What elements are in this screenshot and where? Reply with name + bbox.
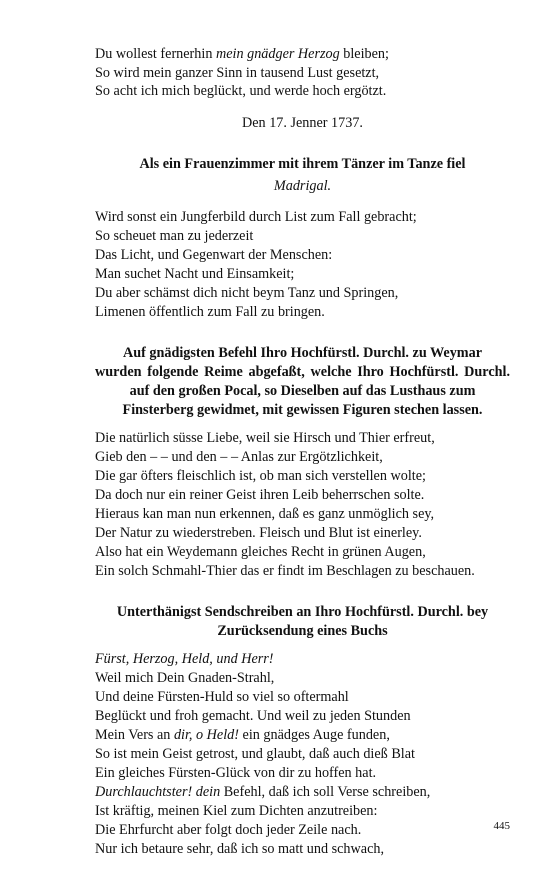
verse-text: Gieb den – – und den – – Anlas zur Ergötzlichkeit,	[95, 448, 383, 465]
verse-line	[95, 562, 510, 581]
verse-text: Wird sonst ein Jungferbild durch List zum Fall gebracht;	[95, 208, 417, 225]
italic-text: Durchlauchtster! dein	[95, 783, 221, 800]
section3-heading-line: Zurücksendung eines Buchs	[217, 622, 388, 639]
italic-text: Fürst, Herzog, Held, und Herr!	[95, 650, 274, 667]
section2-heading-line: Auf gnädigsten Befehl Ihro Hochfürstl. Durchl. zu Weymar	[122, 344, 483, 361]
section3-poem	[95, 650, 510, 859]
section2-poem	[95, 429, 510, 581]
verse-text: bleiben;	[339, 46, 389, 62]
verse-text: Beglückt und froh gemacht. Und weil zu jeden Stunden	[95, 707, 411, 724]
section1-subtitle: Madrigal.	[273, 177, 332, 194]
verse-text: Der Natur zu wiederstreben. Fleisch und Blut ist einerley.	[95, 524, 422, 541]
verse-line	[95, 448, 510, 467]
section2-heading-line: wurden folgende Reime abgefaßt, welche Ihro Hochfürstl. Durchl.	[95, 363, 510, 380]
verse-text: Du aber schämst dich nicht beym Tanz und Springen,	[95, 284, 399, 301]
stanza-top	[95, 45, 510, 101]
verse-line	[95, 688, 510, 707]
section3-heading	[95, 603, 510, 641]
section2-heading-line: auf den großen Pocal, so Dieselben auf das Lusthaus zum	[129, 382, 476, 399]
section1-title: Als ein Frauenzimmer mit ihrem Tänzer im Tanze fiel	[139, 155, 466, 172]
verse-text: Hieraus kan man nun erkennen, daß es ganz unmöglich sey,	[95, 505, 435, 522]
verse-line	[95, 64, 510, 83]
verse-text: So acht ich mich beglückt, und werde hoch ergötzt.	[95, 83, 387, 99]
verse-line	[95, 45, 510, 64]
verse-line	[95, 284, 510, 303]
verse-line	[95, 543, 510, 562]
verse-text: Weil mich Dein Gnaden-Strahl,	[95, 669, 275, 686]
verse-text: Befehl, daß ich soll Verse schreiben,	[220, 783, 431, 800]
verse-line	[95, 82, 510, 101]
verse-text: Die Ehrfurcht aber folgt doch jeder Zeile nach.	[95, 821, 362, 838]
verse-line	[95, 467, 510, 486]
verse-text: Die gar öfters fleischlich ist, ob man sich verstellen wolte;	[95, 467, 426, 484]
date-line: Den 17. Jenner 1737.	[242, 114, 363, 131]
verse-text: So scheuet man zu jederzeit	[95, 227, 254, 244]
verse-line	[95, 303, 510, 322]
page-number: 445	[493, 820, 510, 832]
verse-line	[95, 486, 510, 505]
verse-line	[95, 764, 510, 783]
verse-line	[95, 650, 510, 669]
verse-line	[95, 265, 510, 284]
section2-heading	[95, 344, 510, 420]
verse-text: Limenen öffentlich zum Fall zu bringen.	[95, 303, 325, 320]
verse-line	[95, 669, 510, 688]
verse-text: Und deine Fürsten-Huld so viel so oftermahl	[95, 688, 349, 705]
verse-line	[95, 505, 510, 524]
verse-text: Nur ich betaure sehr, daß ich so matt und schwach,	[95, 840, 385, 857]
verse-line	[95, 726, 510, 745]
verse-text: Also hat ein Weydemann gleiches Recht in grünen Augen,	[95, 543, 426, 560]
verse-text: Du wollest fernerhin	[95, 46, 216, 62]
verse-text: Das Licht, und Gegenwart der Menschen:	[95, 246, 333, 263]
verse-text: Ist kräftig, meinen Kiel zum Dichten anzutreiben:	[95, 802, 378, 819]
verse-line	[95, 208, 510, 227]
verse-line	[95, 227, 510, 246]
verse-text: ein gnädges Auge funden,	[238, 726, 390, 743]
section1-poem	[95, 208, 510, 322]
verse-text: Mein Vers an	[95, 726, 174, 743]
section3-heading-line: Unterthänigst Sendschreiben an Ihro Hochfürstl. Durchl. bey	[116, 603, 489, 620]
verse-line	[95, 707, 510, 726]
verse-text: Die natürlich süsse Liebe, weil sie Hirsch und Thier erfreut,	[95, 429, 435, 446]
verse-text: Ein solch Schmahl-Thier das er findt im Beschlagen zu beschauen.	[95, 562, 475, 579]
verse-line	[95, 821, 510, 840]
verse-line	[95, 246, 510, 265]
italic-text: dir, o Held!	[173, 726, 239, 743]
verse-line	[95, 783, 510, 802]
section2-heading-line: Finsterberg gewidmet, mit gewissen Figuren stechen lassen.	[122, 401, 483, 418]
verse-text: So wird mein ganzer Sinn in tausend Lust gesetzt,	[95, 64, 380, 81]
verse-line	[95, 840, 510, 859]
verse-line	[95, 745, 510, 764]
verse-text: So ist mein Geist getrost, und glaubt, daß auch dieß Blat	[95, 745, 415, 762]
italic-text: mein gnädger Herzog	[215, 46, 340, 62]
verse-line	[95, 524, 510, 543]
verse-text: Ein gleiches Fürsten-Glück von dir zu hoffen hat.	[95, 764, 377, 781]
verse-line	[95, 429, 510, 448]
verse-text: Man suchet Nacht und Einsamkeit;	[95, 265, 295, 282]
verse-line	[95, 802, 510, 821]
page-body	[95, 45, 510, 859]
verse-text: Da doch nur ein reiner Geist ihren Leib beherrschen solte.	[95, 486, 425, 503]
